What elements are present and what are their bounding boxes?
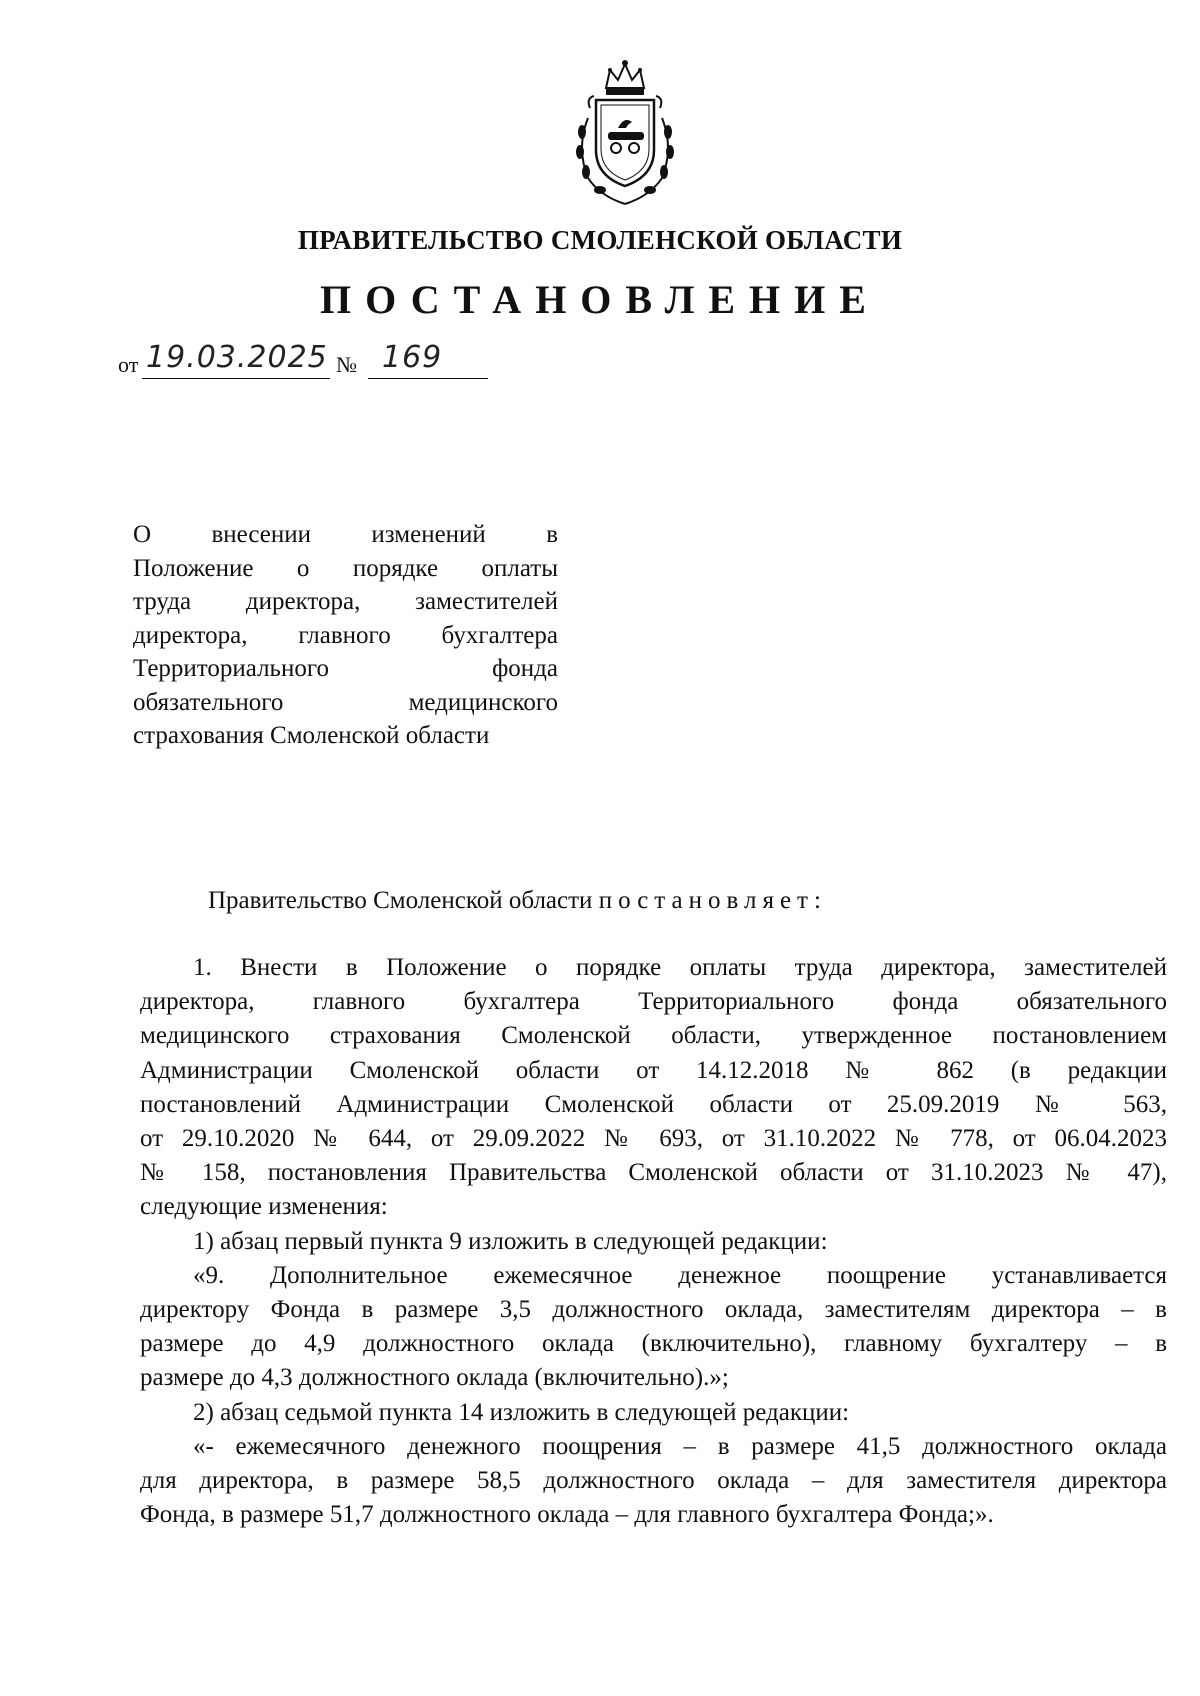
body-line: от 29.10.2020 № 644, от 29.09.2022 № 693, от 31.10.2022 № 778, от 06.04.2023 (140, 1125, 1167, 1153)
body-line: медицинского страхования Смоленской области, утвержденное постановлением (140, 1022, 1167, 1050)
document-subject (133, 518, 558, 753)
resolution-statement (208, 884, 827, 918)
body-line: 2) абзац седьмой пункта 14 изложить в следующей редакции: (193, 1398, 850, 1426)
body-line: 1. Внести в Положение о порядке оплаты труда директора, заместителей (193, 954, 1167, 981)
number-value: 169 (382, 340, 443, 375)
document-body (140, 951, 1167, 1532)
body-line: «- ежемесячного денежного поощрения – в размере 41,5 должностного оклада (193, 1432, 1167, 1460)
date-label: от (118, 352, 139, 377)
resolution-prefix: Правительство Смоленской области (208, 887, 599, 914)
body-line: постановлений Администрации Смоленской области от 25.09.2019 № 563, (140, 1090, 1167, 1118)
body-line: размере до 4,3 должностного оклада (включительно).»; (140, 1364, 729, 1392)
date-underline (142, 378, 330, 379)
body-line: Администрации Смоленской области от 14.12.2018 № 862 (в редакции (140, 1056, 1167, 1084)
number-label: № (336, 352, 357, 377)
subject-line: Положение о порядке оплаты (133, 554, 558, 582)
body-line: Фонда, в размере 51,7 должностного оклада – для главного бухгалтера Фонда;». (140, 1501, 994, 1529)
subject-line: директора, главного бухгалтера (133, 621, 558, 649)
coat-of-arms-icon (566, 58, 684, 208)
body-line: № 158, постановления Правительства Смоленской области от 31.10.2023 № 47), (140, 1159, 1167, 1187)
date-value: 19.03.2025 (146, 340, 328, 375)
body-line: директору Фонда в размере 3,5 должностного оклада, заместителям директора – в (140, 1296, 1167, 1324)
body-line: директора, главного бухгалтера Территориального фонда обязательного (140, 988, 1167, 1016)
subject-line: страхования Смоленской области (133, 722, 490, 749)
subject-line: О внесении изменений в (133, 521, 558, 548)
number-underline (368, 378, 488, 379)
resolution-verb: постановляет: (598, 887, 827, 914)
body-line: 1) абзац первый пункта 9 изложить в следующей редакции: (193, 1227, 828, 1255)
body-line: для директора, в размере 58,5 должностного оклада – для заместителя директора (140, 1467, 1167, 1495)
subject-line: Территориального фонда (133, 655, 558, 682)
subject-line: обязательного медицинского (133, 688, 558, 716)
body-line: следующие изменения: (140, 1193, 388, 1221)
body-line: размере до 4,9 должностного оклада (включительно), главному бухгалтеру – в (140, 1330, 1167, 1358)
body-line: «9. Дополнительное ежемесячное денежное поощрение устанавливается (193, 1261, 1167, 1289)
document-type-title: ПОСТАНОВЛЕНИЕ (320, 277, 880, 322)
subject-line: труда директора, заместителей (133, 588, 558, 615)
organization-title: ПРАВИТЕЛЬСТВО СМОЛЕНСКОЙ ОБЛАСТИ (297, 225, 903, 255)
